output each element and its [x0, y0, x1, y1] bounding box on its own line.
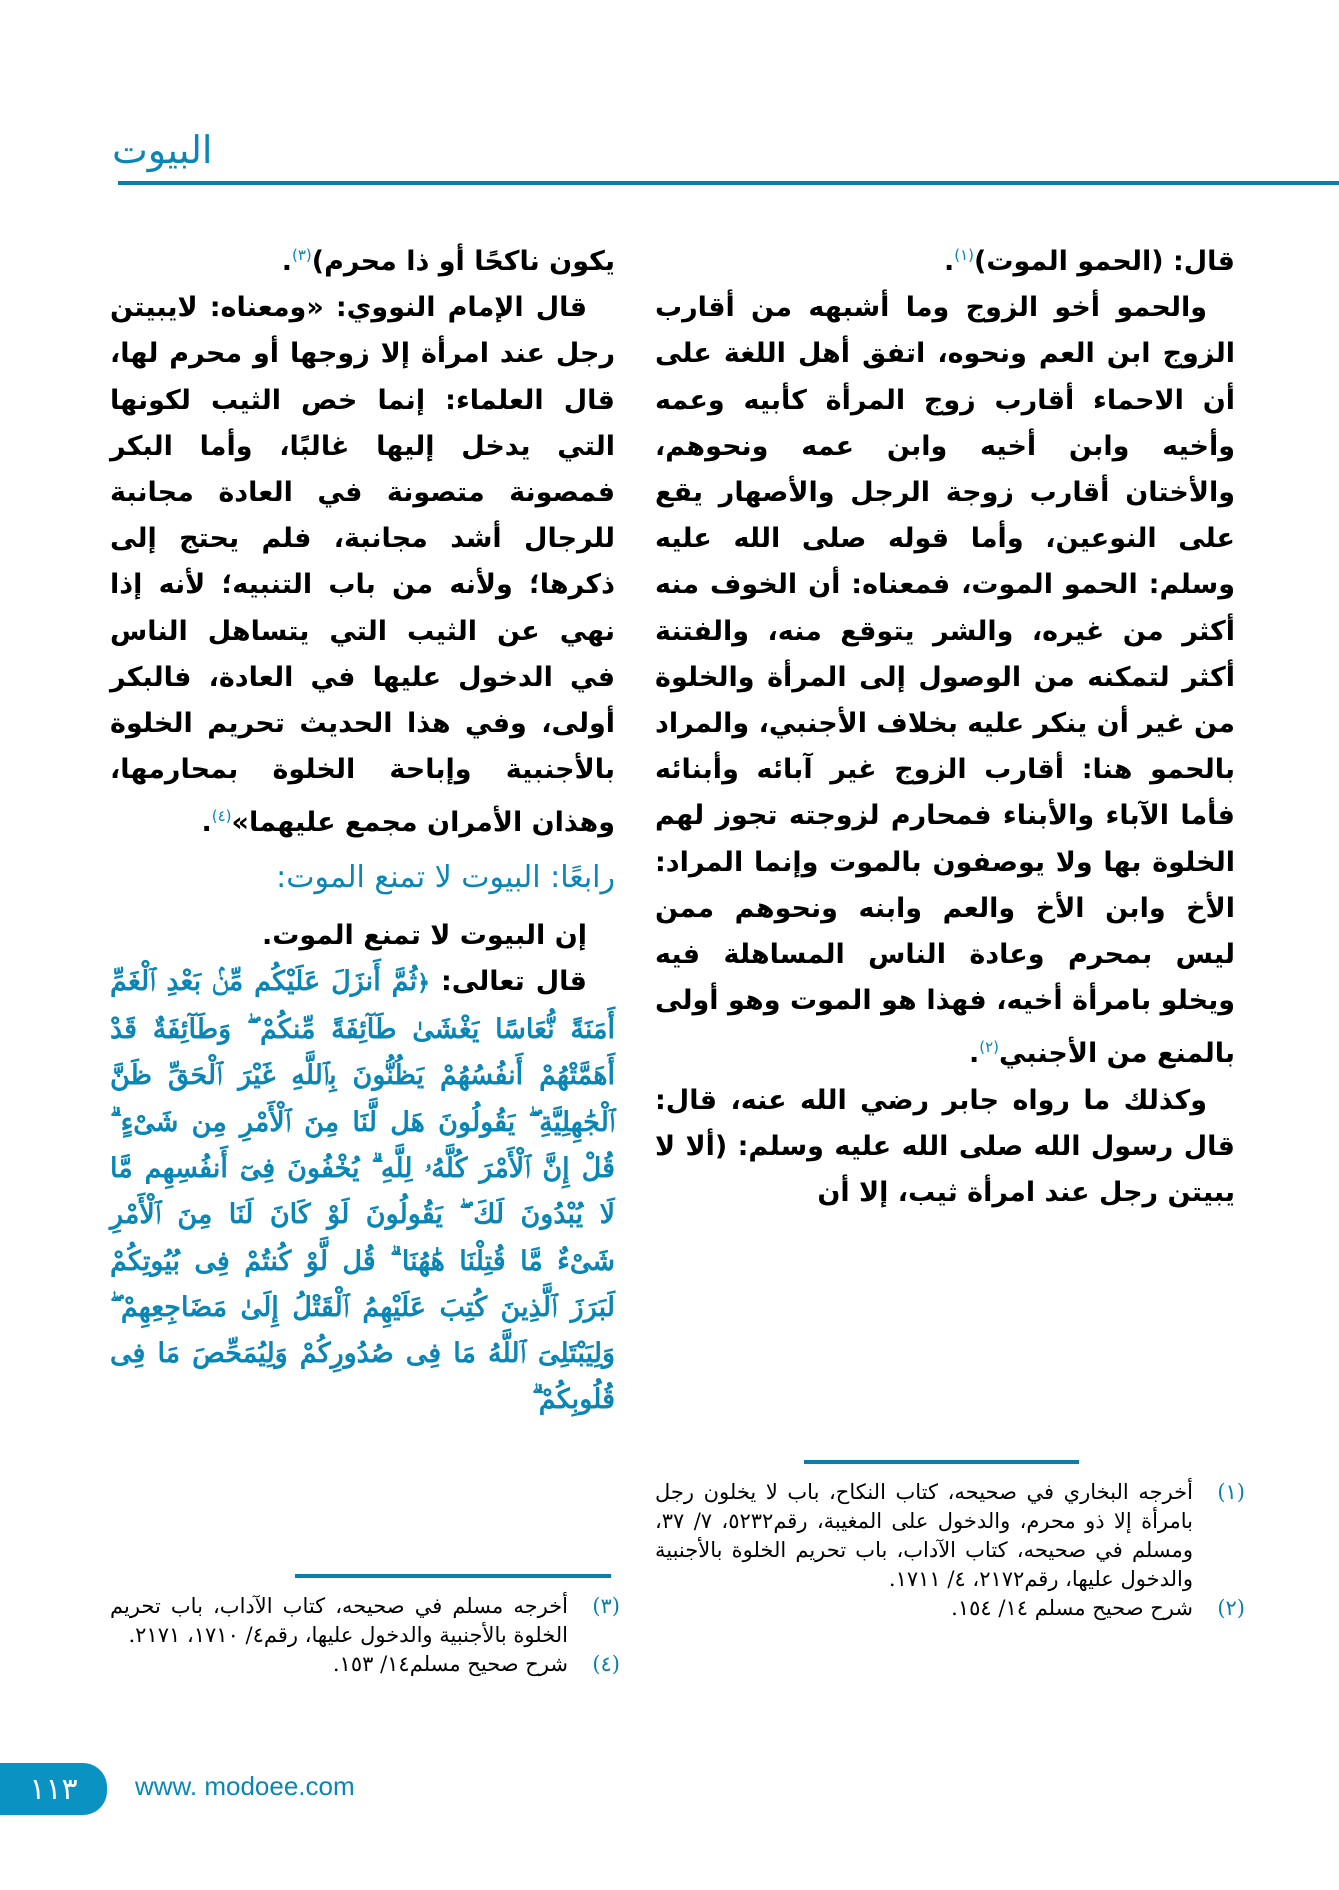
footnote-number: (٤) [592, 1652, 620, 1676]
footnote-ref[interactable]: (٣) [291, 246, 312, 264]
body-text: إن البيوت لا تمنع الموت. [261, 919, 587, 951]
punct: . [943, 246, 955, 277]
footnote-number: (٢) [1217, 1596, 1245, 1620]
header-rule [118, 181, 1339, 185]
footnote-text: أخرجه البخاري في صحيحه، كتاب النكاح، باب لا يخلون رجل بامرأة إلا ذو محرم، والدخول على المغيبة، رقم٥٢٣٢، ٧/ ٣٧، ومسلم في صحيحه، كتاب الآداب، باب تحريم الخلوة بالأجنبية والدخول عليها، رقم٢١٧٢، ٤/ ١٧١١. [655, 1480, 1194, 1591]
section-heading: رابعًا: البيوت لا تمنع الموت: [276, 859, 615, 895]
right-column [655, 232, 1235, 1216]
left-column [110, 232, 615, 1424]
quran-bracket-ornament-icon: ﴿ [417, 970, 431, 996]
footnote-text: شرح صحيح مسلم ١٤/ ١٥٤. [951, 1596, 1193, 1620]
punct: . [281, 246, 292, 277]
paragraph [110, 232, 615, 285]
footnote [655, 1478, 1245, 1594]
body-text: وكذلك ما رواه جابر رضي الله عنه، قال: قال رسول الله صلى الله عليه وسلم: (ألا لا يبيتن رجل عند امرأة ثيب، إلا أن [655, 1084, 1235, 1209]
footnote [110, 1592, 620, 1650]
paragraph [655, 232, 1235, 285]
paragraph [655, 285, 1235, 1077]
body-text: قال تعالى: [430, 965, 587, 997]
footnote-rule [295, 1574, 611, 1578]
footnote-ref[interactable]: (٢) [979, 1038, 1000, 1057]
footnote-number: (٣) [592, 1594, 620, 1618]
footnote-ref[interactable]: (١) [954, 246, 975, 264]
paragraph [655, 1078, 1235, 1217]
paragraph [110, 959, 615, 1424]
quran-verse: ثُمَّ أَنزَلَ عَلَيْكُم مِّنۢ بَعْدِ ٱلْغَمِّ أَمَنَةً نُّعَاسًا يَغْشَىٰ طَآئِفَةً مِّنكُمْ ۖ وَطَآئِفَةٌ قَدْ أَهَمَّتْهُمْ أَنفُسُهُمْ يَظُنُّونَ بِٱللَّهِ غَيْرَ ٱلْحَقِّ ظَنَّ ٱلْجَٰهِلِيَّةِ ۖ يَقُولُونَ هَل لَّنَا مِنَ ٱلْأَمْرِ مِن شَىْءٍ ۗ قُلْ إِنَّ ٱلْأَمْرَ كُلَّهُۥ لِلَّهِ ۗ يُخْفُونَ فِىٓ أَنفُسِهِم مَّا لَا يُبْدُونَ لَكَ ۖ يَقُولُونَ لَوْ كَانَ لَنَا مِنَ ٱلْأَمْرِ شَىْءٌ مَّا قُتِلْنَا هَٰهُنَا ۗ قُل لَّوْ كُنتُمْ فِى بُيُوتِكُمْ لَبَرَزَ ٱلَّذِينَ كُتِبَ عَلَيْهِمُ ٱلْقَتْلُ إِلَىٰ مَضَاجِعِهِمْ ۖ وَلِيَبْتَلِىَ ٱللَّهُ مَا فِى صُدُورِكُمْ وَلِيُمَحِّصَ مَا فِى قُلُوبِكُمْ ۗ [110, 965, 615, 1416]
hadith-quote: قال: (الحمو الموت) [974, 246, 1235, 277]
body-text: قال الإمام النووي: «ومعناه: لايبيتن رجل عند امرأة إلا زوجها أو محرم لها، قال العلماء: إنما خص الثيب لكونها التي يدخل إليها غالبًا، وأما البكر فمصونة متصونة في العادة مجانبة للرجال أشد مجانبة، فلم يحتج إلى ذكرها؛ ولأنه من باب التنبيه؛ لأنه إذا نهي عن الثيب التي يتساهل الناس في الدخول عليها في العادة، فالبكر أولى، وفي هذا الحديث تحريم الخلوة بالأجنبية وإباحة الخلوة بمحارمها، وهذان الأمران مجمع عليهما» [110, 292, 615, 839]
footnote-ref[interactable]: (٤) [211, 807, 232, 826]
footnote-rule [804, 1460, 1079, 1464]
footnote [110, 1650, 620, 1679]
page-number-badge [0, 1763, 107, 1815]
footnotes-left [110, 1592, 620, 1679]
body-text: والحمو أخو الزوج وما أشبهه من أقارب الزوج ابن العم ونحوه، اتفق أهل اللغة على أن الاحماء أقارب زوج المرأة كأبيه وعمه وأخيه وابن أخيه وابن عمه ونحوهم، والأختان أقارب زوجة الرجل والأصهار يقع على النوعين، وأما قوله صلى الله عليه وسلم: الحمو الموت، فمعناه: أن الخوف منه أكثر من غيره، والشر يتوقع منه، والفتنة أكثر لتمكنه من الوصول إلى المرأة والخلوة من غير أن ينكر عليه بخلاف الأجنبي، والمراد بالحمو هنا: أقارب الزوج غير آبائه وأبنائه فأما الآباء والأبناء فمحارم لزوجته تجوز لهم الخلوة بها ولا يوصفون بالموت وإنما المراد: الأخ وابن الأخ والعم وابنه ونحوهم ممن ليس بمحرم وعادة الناس المساهلة فيه ويخلو بامرأة أخيه، فهذا هو الموت وهو أولى بالمنع من الأجنبي [655, 292, 1235, 1070]
punct: . [201, 807, 212, 839]
punct: . [968, 1038, 980, 1070]
footnote-text: شرح صحيح مسلم١٤/ ١٥٣. [332, 1652, 568, 1676]
website-link[interactable]: www. modoee.com [135, 1771, 355, 1801]
footnote [655, 1594, 1245, 1623]
page-number: ١١٣ [29, 1771, 78, 1807]
footnote-number: (١) [1217, 1480, 1245, 1504]
footnotes-right [655, 1478, 1245, 1623]
paragraph [110, 913, 615, 959]
footnote-text: أخرجه مسلم في صحيحه، كتاب الآداب، باب تحريم الخلوة بالأجنبية والدخول عليها، رقم٤/ ١٧١٠، ٢١٧١. [110, 1594, 568, 1647]
body-text: يكون ناكحًا أو ذا محرم) [311, 246, 615, 277]
running-header-title: البيوت [112, 128, 213, 172]
paragraph [110, 285, 615, 846]
